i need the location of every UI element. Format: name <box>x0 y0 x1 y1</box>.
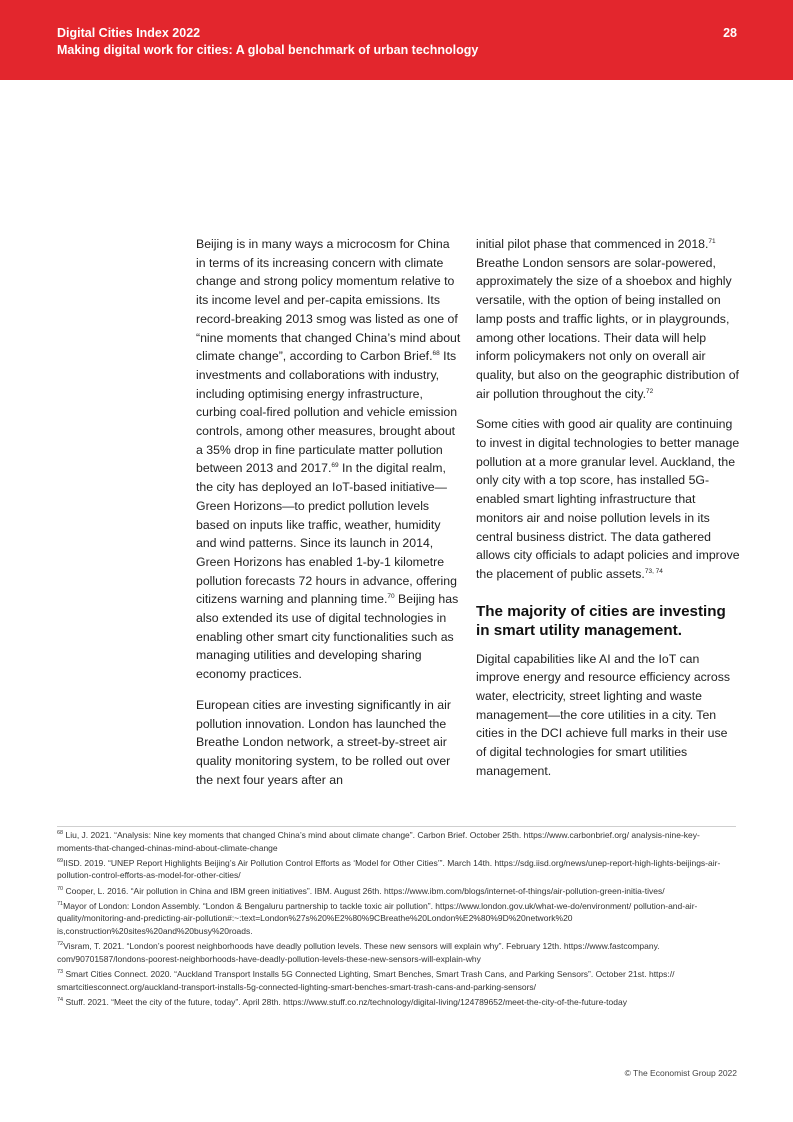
footnote-number: 68 <box>57 830 64 837</box>
paragraph-utilities: Digital capabilities like AI and the IoT can improve energy and resource efficiency across water, electricity, street lighting and waste management—the core utilities in a city. Ten cities in the DCI achieve full marks in their use of digital technologies for smart utilities management. <box>476 651 731 778</box>
paragraph-text: Beijing is in many ways a microcosm for China in terms of its increasing concern with climate change and strong policy momentum relative to its income level and per-capita emissions. Its record-breaking 2013 smog was listed as one of “nine moments that changed China’s mind about climate change”, according to Carbon Brief. <box>196 237 461 364</box>
section-subheading: The majority of cities are investing in smart utility management. <box>476 602 726 639</box>
paragraph-auckland <box>476 415 740 583</box>
footnote-ref[interactable]: 73, 74 <box>644 567 663 575</box>
page-header <box>0 0 793 80</box>
footnote-number: 70 <box>57 885 64 892</box>
footnote-text: Stuff. 2021. “Meet the city of the future, today”. April 28th. https://www.stuff.co.nz/technology/digital-living/124789652/meet-the-city-of-the-future-today <box>63 996 627 1007</box>
page-number: 28 <box>723 26 737 40</box>
footnote-item <box>57 829 737 854</box>
footnotes <box>57 829 737 1011</box>
footnote-number: 74 <box>57 996 64 1003</box>
paragraph-beijing <box>196 235 462 684</box>
footnote-ref[interactable]: 71 <box>708 237 716 245</box>
footnote-text: IISD. 2019. “UNEP Report Highlights Beijing’s Air Pollution Control Efforts as ‘Model for Other Cities’”. March 14th. https://sdg.iisd.org/news/unep-report-high-lights-beijings-air-pollution-control-efforts-as-model-for-other-cities/ <box>57 857 721 881</box>
footnote-ref[interactable]: 72 <box>645 387 654 395</box>
report-title: Digital Cities Index 2022 <box>57 26 201 40</box>
footnote-number: 73 <box>57 969 64 976</box>
right-column <box>476 235 740 793</box>
footnote-number: 72 <box>57 941 64 948</box>
footnote-text: Cooper, L. 2016. “Air pollution in China and IBM green initiatives”. IBM. August 26th. https://www.ibm.com/blogs/internet-of-things/air-pollution-green-initia-tives/ <box>63 885 665 896</box>
footnote-ref[interactable]: 68 <box>432 350 440 358</box>
footnote-ref[interactable]: 69 <box>331 462 339 470</box>
footnote-item <box>57 900 737 938</box>
footnote-text: Smart Cities Connect. 2020. “Auckland Transport Installs 5G Connected Lighting, Smart Benches, Smart Trash Cans, and Parking Sensors”. October 21st. https:// smartcitiesconnect.org/auckland-transport-installs-5g-connected-lighting-smart-benches-smart-trash-cans-and-parking-sensors/ <box>57 968 675 992</box>
paragraph-text: Some cities with good air quality are continuing to invest in digital technologies to better manage pollution at a more granular level. Auckland, the only city with a top score, has installed 5G-enabled smart lighting infrastructure that monitors air and noise pollution levels in its central business district. The data gathered allows city officials to adapt policies and improve the placement of public assets. <box>476 417 740 581</box>
footnote-number: 69 <box>57 857 64 864</box>
footnote-item <box>57 996 737 1009</box>
footnote-divider <box>57 826 736 827</box>
paragraph-text: In the digital realm, the city has deployed an IoT-based initiative—Green Horizons—to predict pollution levels based on inputs like traffic, weather, humidity and wind patterns. Since its launch in 2014, Green Horizons has enabled 1-by-1 kilometre pollution forecasts 72 hours in advance, offering citizens warning and planning time. <box>196 461 457 607</box>
footnote-item <box>57 940 737 965</box>
paragraph-europe: European cities are investing significantly in air pollution innovation. London has launched the Breathe London network, a street-by-street air quality monitoring system, to be rolled out over the next four years after an <box>196 697 451 787</box>
copyright-notice: © The Economist Group 2022 <box>624 1068 737 1078</box>
paragraph-text: Its investments and collaborations with industry, including optimising energy infrastructure, curbing coal-fired pollution and vehicle emission controls, among other measures, brought about a 35% drop in fine particulate matter pollution between 2013 and 2017. <box>196 349 458 476</box>
footnote-item <box>57 857 737 882</box>
left-column <box>196 235 462 801</box>
paragraph-text: Breathe London sensors are solar-powered, approximately the size of a shoebox and highly versatile, with the option of being installed on lamp posts and traffic lights, or in playgrounds, among other locations. Their data will help inform policymakers not only on overall air quality, but also on the geographic distribution of air pollution throughout the city. <box>476 255 739 401</box>
footnote-text: Mayor of London: London Assembly. “London & Bengaluru partnership to tackle toxic air pollution”. https://www.london.gov.uk/what-we-do/environment/ pollution-and-air-quality/monitoring-and-predicting-air-pollution#:~:text=London%27s%20%E2%80%9CBreathe%20London%E2%80%9D%20network%20 is,construction%20sites%20and%20busy%20roads. <box>57 900 698 936</box>
footnote-text: Liu, J. 2021. “Analysis: Nine key moments that changed China’s mind about climate change”. Carbon Brief. October 25th. https://www.carbonbrief.org/ analysis-nine-key-moments-that-changed-chinas-mind-about-climate-change <box>57 830 700 853</box>
report-subtitle: Making digital work for cities: A global benchmark of urban technology <box>57 43 479 57</box>
paragraph-breathe-london <box>476 235 740 403</box>
footnote-item <box>57 968 737 993</box>
paragraph-text: Beijing has also extended its use of digital technologies in enabling other smart city functionalities such as managing utilities and developing sharing economy practices. <box>196 592 459 682</box>
footnote-item <box>57 885 737 898</box>
footnote-number: 71 <box>57 900 64 907</box>
footnote-ref[interactable]: 70 <box>387 593 395 601</box>
paragraph-text: initial pilot phase that commenced in 2018. <box>476 237 709 251</box>
footnote-text: Visram, T. 2021. “London’s poorest neighborhoods have deadly pollution levels. These new sensors will explain why”. February 12th. https://www.fastcompany. com/90701587/londons-poorest-neighborhoods-have-deadly-pollution-levels-these-new-sensors-will-explain-why <box>57 941 660 964</box>
